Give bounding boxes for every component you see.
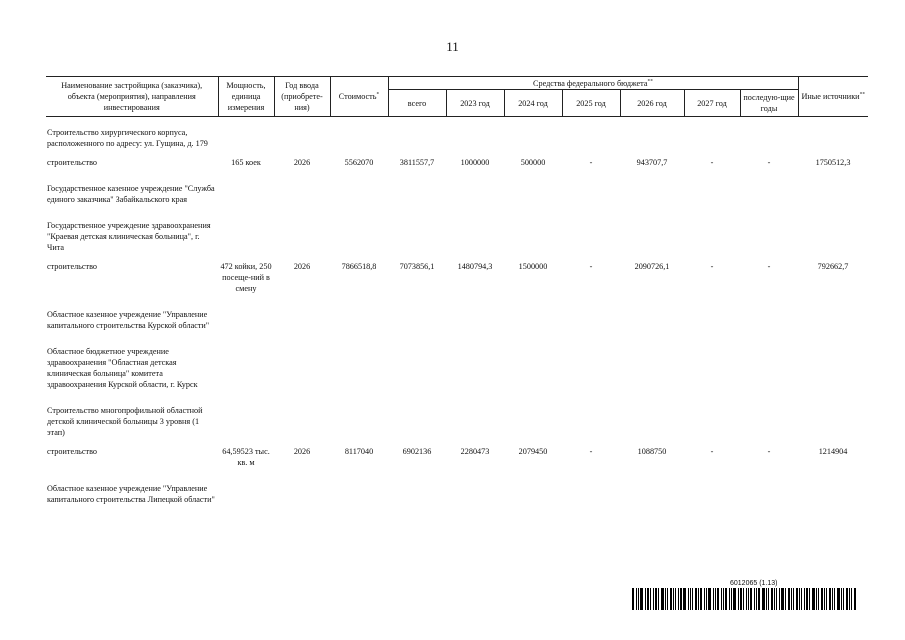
barcode-bar <box>785 588 786 610</box>
cell-y2023 <box>446 205 504 253</box>
cell-year <box>274 390 330 438</box>
cell-later: - <box>767 158 771 167</box>
barcode-bar <box>801 588 802 610</box>
cell-y2027: - <box>710 447 714 456</box>
barcode-bar <box>636 588 637 610</box>
header-capacity: Мощность, единица измерения <box>218 77 274 117</box>
barcode-bar <box>740 588 742 610</box>
cell-total: 3811557,7 <box>399 158 435 167</box>
cell-year <box>274 168 330 205</box>
row-name: Государственное учреждение здравоохранения "Краевая детская клиническая больница", г. Чита <box>47 221 211 252</box>
cell-total <box>388 294 446 331</box>
cell-total <box>388 468 446 505</box>
barcode-bar <box>723 588 724 610</box>
row-name: Государственное казенное учреждение "Служба единого заказчика" Забайкальского края <box>47 184 215 204</box>
cell-y2026: 943707,7 <box>636 158 668 167</box>
barcode-bar <box>690 588 691 610</box>
barcode-bar <box>675 588 676 610</box>
cell-total <box>388 168 446 205</box>
barcode-bar <box>754 588 755 610</box>
title-row <box>46 390 868 438</box>
barcode-bar <box>849 588 850 610</box>
cell-other <box>798 331 868 390</box>
cell-total <box>388 205 446 253</box>
header-later: последую-щие годы <box>740 90 798 117</box>
cell-year <box>274 205 330 253</box>
barcode-bar <box>832 588 833 610</box>
row-name: Областное бюджетное учреждение здравоохранения "Областная детская клиническая больница" комитета здравоохранения Курской области, г. Курск <box>47 347 198 389</box>
cell-y2026 <box>620 168 684 205</box>
cell-y2024: 500000 <box>520 158 546 167</box>
cell-total <box>388 117 446 150</box>
cell-year <box>274 294 330 331</box>
barcode <box>632 588 859 610</box>
barcode-bar <box>812 588 815 610</box>
title-row <box>46 331 868 390</box>
row-name: строительство <box>47 262 98 271</box>
header-name: Наименование застройщика (заказчика), объекта (мероприятия), направления инвестирования <box>46 77 218 117</box>
cell-capacity: 165 коек <box>231 158 261 167</box>
cell-year: 2026 <box>293 262 311 271</box>
cell-later <box>740 390 798 438</box>
barcode-bar <box>826 588 827 610</box>
barcode-bar <box>692 588 693 610</box>
cell-other <box>798 468 868 505</box>
cell-y2024 <box>504 390 562 438</box>
cell-y2023 <box>446 468 504 505</box>
barcode-bar <box>700 588 702 610</box>
cell-year <box>274 117 330 150</box>
cell-y2027 <box>684 168 740 205</box>
cell-capacity <box>218 117 274 150</box>
cell-capacity <box>218 331 274 390</box>
barcode-bar <box>791 588 792 610</box>
cell-other <box>798 117 868 150</box>
cell-y2024 <box>504 168 562 205</box>
cell-y2027 <box>684 294 740 331</box>
header-2023: 2023 год <box>446 90 504 117</box>
barcode-bar <box>809 588 810 610</box>
row-name: строительство <box>47 447 98 456</box>
barcode-bar <box>779 588 780 610</box>
header-2026: 2026 год <box>620 90 684 117</box>
barcode-bar <box>653 588 654 610</box>
header-2025: 2025 год <box>562 90 620 117</box>
barcode-bar <box>851 588 852 610</box>
cell-y2023: 1480794,3 <box>457 262 493 271</box>
cell-y2025: - <box>589 158 593 167</box>
cell-other <box>798 294 868 331</box>
cell-cost: 5562070 <box>344 158 374 167</box>
row-name: Строительство хирургического корпуса, расположенного по адресу: ул. Гущина, д. 179 <box>47 128 208 148</box>
data-row <box>46 253 868 294</box>
barcode-bar <box>806 588 808 610</box>
title-row <box>46 168 868 205</box>
cell-y2024: 2079450 <box>518 447 548 456</box>
cell-capacity <box>218 168 274 205</box>
cell-y2027 <box>684 468 740 505</box>
cell-y2024 <box>504 331 562 390</box>
cell-y2025 <box>562 294 620 331</box>
barcode-bar <box>829 588 831 610</box>
cell-y2027 <box>684 331 740 390</box>
cell-later <box>740 331 798 390</box>
cell-year <box>274 468 330 505</box>
table-body <box>46 117 868 506</box>
cell-y2027: - <box>710 262 714 271</box>
barcode-label: 6012065 (1.13) <box>730 580 778 587</box>
barcode-bar <box>680 588 682 610</box>
cell-y2026 <box>620 117 684 150</box>
barcode-bar <box>638 588 639 610</box>
cell-capacity <box>218 390 274 438</box>
barcode-bar <box>748 588 749 610</box>
cell-y2026 <box>620 294 684 331</box>
barcode-bar <box>721 588 722 610</box>
cell-y2023 <box>446 117 504 150</box>
cell-cost: 8117040 <box>344 447 374 456</box>
barcode-bar <box>854 588 856 610</box>
barcode-bar <box>818 588 819 610</box>
cell-total <box>388 331 446 390</box>
cell-total: 7073856,1 <box>399 262 435 271</box>
cell-y2026: 2090726,1 <box>634 262 670 271</box>
barcode-bar <box>799 588 800 610</box>
barcode-bar <box>655 588 657 610</box>
barcode-bar <box>743 588 744 610</box>
cell-y2024 <box>504 205 562 253</box>
barcode-bar <box>804 588 805 610</box>
cell-later <box>740 117 798 150</box>
title-row <box>46 294 868 331</box>
barcode-bar <box>665 588 666 610</box>
cell-y2023 <box>446 294 504 331</box>
header-other: Иные источники** <box>798 77 868 117</box>
cell-y2026: 1088750 <box>637 447 667 456</box>
cell-y2025 <box>562 205 620 253</box>
cell-other: 1750512,3 <box>815 158 851 167</box>
cell-later: - <box>767 262 771 271</box>
cell-y2025 <box>562 168 620 205</box>
barcode-bar <box>746 588 747 610</box>
barcode-bar <box>771 588 773 610</box>
cell-total: 6902136 <box>402 447 432 456</box>
cell-later: - <box>767 447 771 456</box>
cell-y2023 <box>446 390 504 438</box>
header-year: Год ввода (приобрете-ния) <box>274 77 330 117</box>
cell-y2025 <box>562 331 620 390</box>
header-cost: Стоимость* <box>330 77 388 117</box>
barcode-bar <box>841 588 842 610</box>
barcode-bar <box>766 588 767 610</box>
cell-year: 2026 <box>293 447 311 456</box>
cell-other <box>798 168 868 205</box>
cell-y2025: - <box>589 447 593 456</box>
cell-y2026 <box>620 331 684 390</box>
barcode-bar <box>713 588 714 610</box>
barcode-bar <box>756 588 757 610</box>
header-2027: 2027 год <box>684 90 740 117</box>
barcode-bar <box>715 588 716 610</box>
barcode-bar <box>796 588 798 610</box>
cell-y2023: 2280473 <box>460 447 490 456</box>
cell-cost: 7866518,8 <box>341 262 377 271</box>
barcode-bar <box>843 588 844 610</box>
title-row <box>46 117 868 150</box>
cell-y2025 <box>562 117 620 150</box>
data-row <box>46 149 868 168</box>
cell-year <box>274 331 330 390</box>
barcode-bar <box>762 588 765 610</box>
budget-table <box>46 76 868 505</box>
cell-y2027 <box>684 205 740 253</box>
barcode-bar <box>708 588 711 610</box>
header-total: всего <box>388 90 446 117</box>
cell-cost <box>330 331 388 390</box>
barcode-bar <box>678 588 679 610</box>
data-row <box>46 438 868 468</box>
cell-y2024: 1500000 <box>518 262 548 271</box>
barcode-bar <box>774 588 775 610</box>
row-name: Строительство многопрофильной областной детской клинической больницы 3 уровня (1 этап) <box>47 406 203 437</box>
cell-y2027: - <box>710 158 714 167</box>
cell-other <box>798 205 868 253</box>
barcode-bar <box>758 588 760 610</box>
barcode-bar <box>645 588 646 610</box>
barcode-bar <box>717 588 719 610</box>
barcode-bar <box>704 588 705 610</box>
title-row <box>46 205 868 253</box>
cell-total <box>388 390 446 438</box>
barcode-bar <box>667 588 668 610</box>
barcode-bar <box>768 588 769 610</box>
cell-later <box>740 468 798 505</box>
cell-capacity: 64,59523 тыс. кв. м <box>222 447 270 467</box>
barcode-bar <box>698 588 699 610</box>
page-number: 11 <box>446 39 459 54</box>
barcode-bar <box>729 588 730 610</box>
barcode-bar <box>688 588 689 610</box>
cell-y2024 <box>504 117 562 150</box>
barcode-bar <box>670 588 672 610</box>
barcode-bar <box>846 588 848 610</box>
barcode-bar <box>837 588 840 610</box>
cell-y2025: - <box>589 262 593 271</box>
cell-cost <box>330 294 388 331</box>
barcode-bar <box>834 588 835 610</box>
cell-y2023 <box>446 168 504 205</box>
cell-y2026 <box>620 205 684 253</box>
cell-later <box>740 205 798 253</box>
barcode-bar <box>750 588 752 610</box>
barcode-bar <box>695 588 697 610</box>
cell-capacity <box>218 205 274 253</box>
barcode-bar <box>725 588 727 610</box>
barcode-bar <box>650 588 651 610</box>
cell-later <box>740 168 798 205</box>
header-federal: Средства федерального бюджета** <box>388 77 798 90</box>
cell-cost <box>330 117 388 150</box>
cell-other <box>798 390 868 438</box>
cell-cost <box>330 468 388 505</box>
barcode-bar <box>640 588 643 610</box>
barcode-bar <box>731 588 732 610</box>
barcode-bar <box>776 588 777 610</box>
row-name: Областное казенное учреждение "Управление капитального строительства Курской области" <box>47 310 210 330</box>
barcode-bar <box>733 588 736 610</box>
barcode-bar <box>824 588 825 610</box>
barcode-bar <box>706 588 707 610</box>
cell-y2027 <box>684 117 740 150</box>
cell-other: 1214904 <box>818 447 848 456</box>
barcode-bar <box>661 588 664 610</box>
row-name: строительство <box>47 158 98 167</box>
cell-y2025 <box>562 390 620 438</box>
barcode-bar <box>658 588 659 610</box>
cell-cost <box>330 205 388 253</box>
cell-y2026 <box>620 468 684 505</box>
cell-y2025 <box>562 468 620 505</box>
cell-y2026 <box>620 390 684 438</box>
barcode-bar <box>647 588 649 610</box>
barcode-bar <box>673 588 674 610</box>
header-2024: 2024 год <box>504 90 562 117</box>
cell-cost <box>330 390 388 438</box>
cell-later <box>740 294 798 331</box>
cell-year: 2026 <box>293 158 311 167</box>
cell-y2024 <box>504 468 562 505</box>
cell-y2024 <box>504 294 562 331</box>
cell-other: 792662,7 <box>817 262 849 271</box>
title-row <box>46 468 868 505</box>
row-name: Областное казенное учреждение "Управление капитального строительства Липецкой области" <box>47 484 215 504</box>
cell-y2023 <box>446 331 504 390</box>
barcode-bar <box>781 588 784 610</box>
cell-capacity: 472 койки, 250 посеще-ний в смену <box>220 262 272 293</box>
barcode-bar <box>816 588 817 610</box>
barcode-bar <box>793 588 794 610</box>
cell-cost <box>330 168 388 205</box>
barcode-bar <box>788 588 790 610</box>
barcode-bar <box>683 588 686 610</box>
barcode-bar <box>632 588 634 610</box>
cell-capacity <box>218 294 274 331</box>
cell-capacity <box>218 468 274 505</box>
cell-y2023: 1000000 <box>460 158 490 167</box>
barcode-bar <box>821 588 823 610</box>
cell-y2027 <box>684 390 740 438</box>
barcode-bar <box>738 588 739 610</box>
